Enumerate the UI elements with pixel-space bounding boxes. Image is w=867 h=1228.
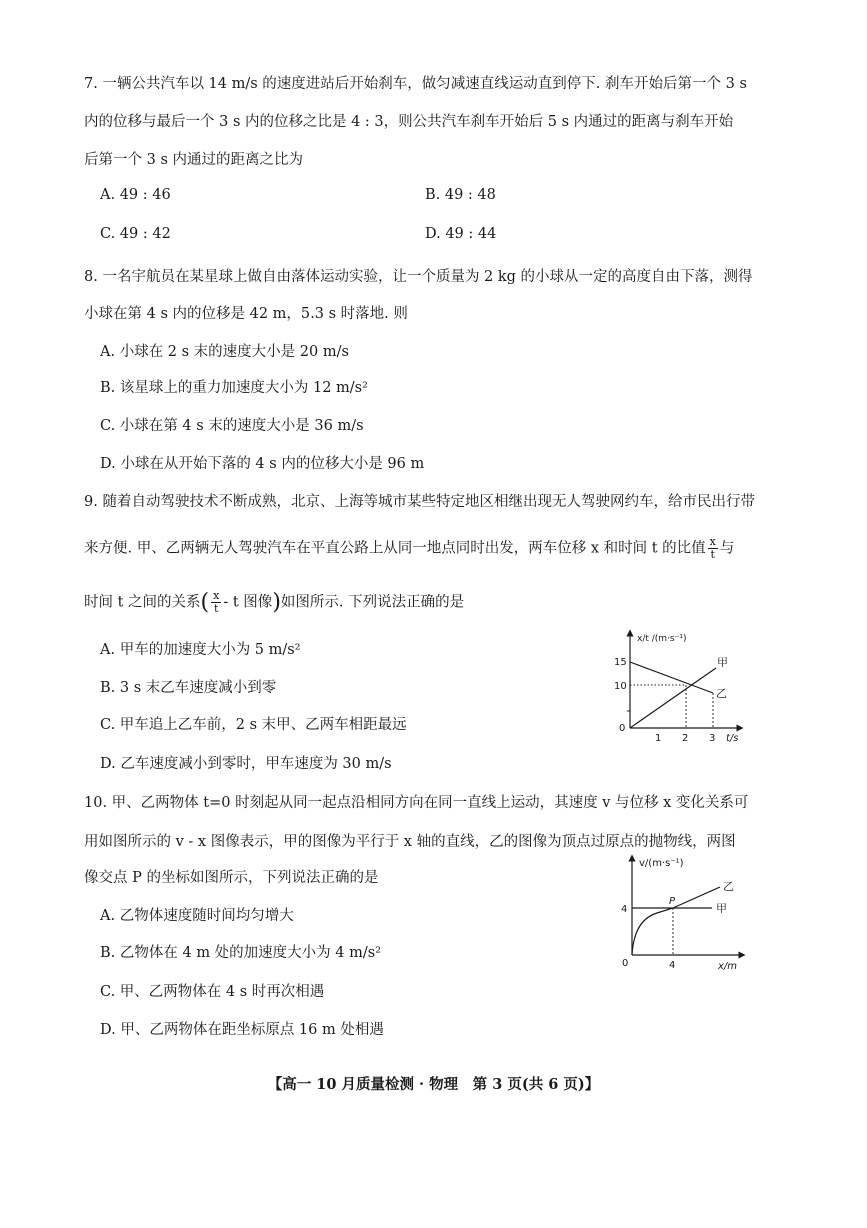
q8-stem-line2: 小球在第 4 s 内的位移是 42 m，5.3 s 时落地. 则	[84, 306, 408, 322]
q7-stem-line3: 后第一个 3 s 内通过的距离之比为	[84, 152, 303, 168]
q9-stem-line2	[84, 536, 734, 561]
q7-option-b: B. 49 : 48	[425, 187, 496, 203]
q9-series-jia-line	[630, 668, 716, 728]
q10-vx-graph	[612, 850, 752, 975]
q9-option-d: D. 乙车速度减小到零时，甲车速度为 30 m/s	[100, 756, 392, 772]
q10-series-yi-label: 乙	[723, 880, 734, 893]
q10-stem-line1: 10. 甲、乙两物体 t=0 时刻起从同一起点沿相同方向在同一直线上运动，其速度 v 与位移 x 变化关系可	[84, 795, 749, 811]
q9-option-a: A. 甲车的加速度大小为 5 m/s²	[100, 642, 301, 658]
q9-x-tick-1: 1	[655, 733, 662, 744]
q10-option-c: C. 甲、乙两物体在 4 s 时再次相遇	[100, 984, 325, 1000]
q8-option-c: C. 小球在第 4 s 末的速度大小是 36 m/s	[100, 418, 364, 434]
q9-stem-line3: 时间 t 之间的关系( $\frac{x}{t}$ - t 图像)如图所示. 下列说法正确的是	[84, 589, 465, 615]
x-over-t-fraction: $\frac{x}{t}$	[709, 535, 716, 561]
q10-option-a: A. 乙物体速度随时间均匀增大	[100, 908, 294, 924]
q7-stem-line2: 内的位移与最后一个 3 s 内的位移之比是 4 : 3，则公共汽车刹车开始后 5 s 内通过的距离与刹车开始	[84, 114, 734, 130]
q10-series-jia-label: 甲	[716, 902, 727, 915]
q10-stem-line3: 像交点 P 的坐标如图所示，下列说法正确的是	[84, 870, 379, 886]
q9-series-yi-line	[630, 662, 713, 693]
q9-series-yi-label: 乙	[716, 687, 727, 700]
q9-stem-line2-tail: 与	[719, 540, 735, 557]
q9-stem-line1: 9. 随着自动驾驶技术不断成熟，北京、上海等城市某些特定地区相继出现无人驾驶网约车，给市民出行带	[84, 494, 755, 510]
q10-y-axis-label: v/(m·s⁻¹)	[639, 858, 684, 869]
q8-option-a: A. 小球在 2 s 末的速度大小是 20 m/s	[100, 344, 349, 360]
q10-point-p-label: P	[669, 896, 676, 907]
q9-series-jia-label: 甲	[717, 656, 728, 669]
q10-option-b: B. 乙物体在 4 m 处的加速度大小为 4 m/s²	[100, 945, 382, 961]
q9-x-tick-2: 2	[682, 733, 689, 744]
q7-option-c: C. 49 : 42	[100, 226, 171, 242]
q10-option-d: D. 甲、乙两物体在距坐标原点 16 m 处相遇	[100, 1022, 384, 1038]
q9-x-tick-3: 3	[709, 733, 716, 744]
q9-option-b: B. 3 s 末乙车速度减小到零	[100, 680, 277, 696]
q9-y-tick-0: 0	[619, 723, 626, 734]
q10-origin-label: 0	[622, 958, 629, 969]
q7-stem-line1: 7. 一辆公共汽车以 14 m/s 的速度进站后开始刹车，做匀减速直线运动直到停下. 刹车开始后第一个 3 s	[84, 76, 747, 92]
q8-option-b: B. 该星球上的重力加速度大小为 12 m/s²	[100, 380, 368, 396]
q9-y-axis-label: x/t /(m·s⁻¹)	[637, 634, 687, 644]
q10-y-tick-4: 4	[621, 904, 628, 915]
q7-option-a: A. 49 : 46	[100, 187, 171, 203]
page-footer: 【高一 10 月质量检测 · 物理 第 3 页(共 6 页)】	[267, 1076, 600, 1093]
q7-option-d: D. 49 : 44	[425, 226, 497, 242]
q9-stem-line2-text: 来方便. 甲、乙两辆无人驾驶汽车在平直公路上从同一地点同时出发，两车位移 x 和时间 t 的比值	[84, 540, 706, 557]
q9-option-c: C. 甲车追上乙车前，2 s 末甲、乙两车相距最远	[100, 717, 407, 733]
q9-y-tick-10: 10	[614, 681, 627, 692]
q10-x-tick-4: 4	[669, 960, 676, 971]
q10-x-axis-label: x/m	[718, 961, 738, 972]
q10-series-yi-curve	[632, 887, 720, 955]
x-over-t-fraction-2: $\frac{x}{t}$	[213, 589, 220, 615]
q10-stem-line2: 用如图所示的 v - x 图像表示，甲的图像为平行于 x 轴的直线，乙的图像为顶点过原点的抛物线，两图	[84, 834, 736, 850]
q9-x-axis-label: t/s	[726, 733, 739, 744]
q9-xt-graph	[600, 625, 760, 750]
q8-stem-line1: 8. 一名宇航员在某星球上做自由落体运动实验，让一个质量为 2 kg 的小球从一定的高度自由下落，测得	[84, 269, 753, 285]
q8-option-d: D. 小球在从开始下落的 4 s 内的位移大小是 96 m	[100, 456, 425, 472]
q9-y-tick-15: 15	[614, 657, 627, 668]
